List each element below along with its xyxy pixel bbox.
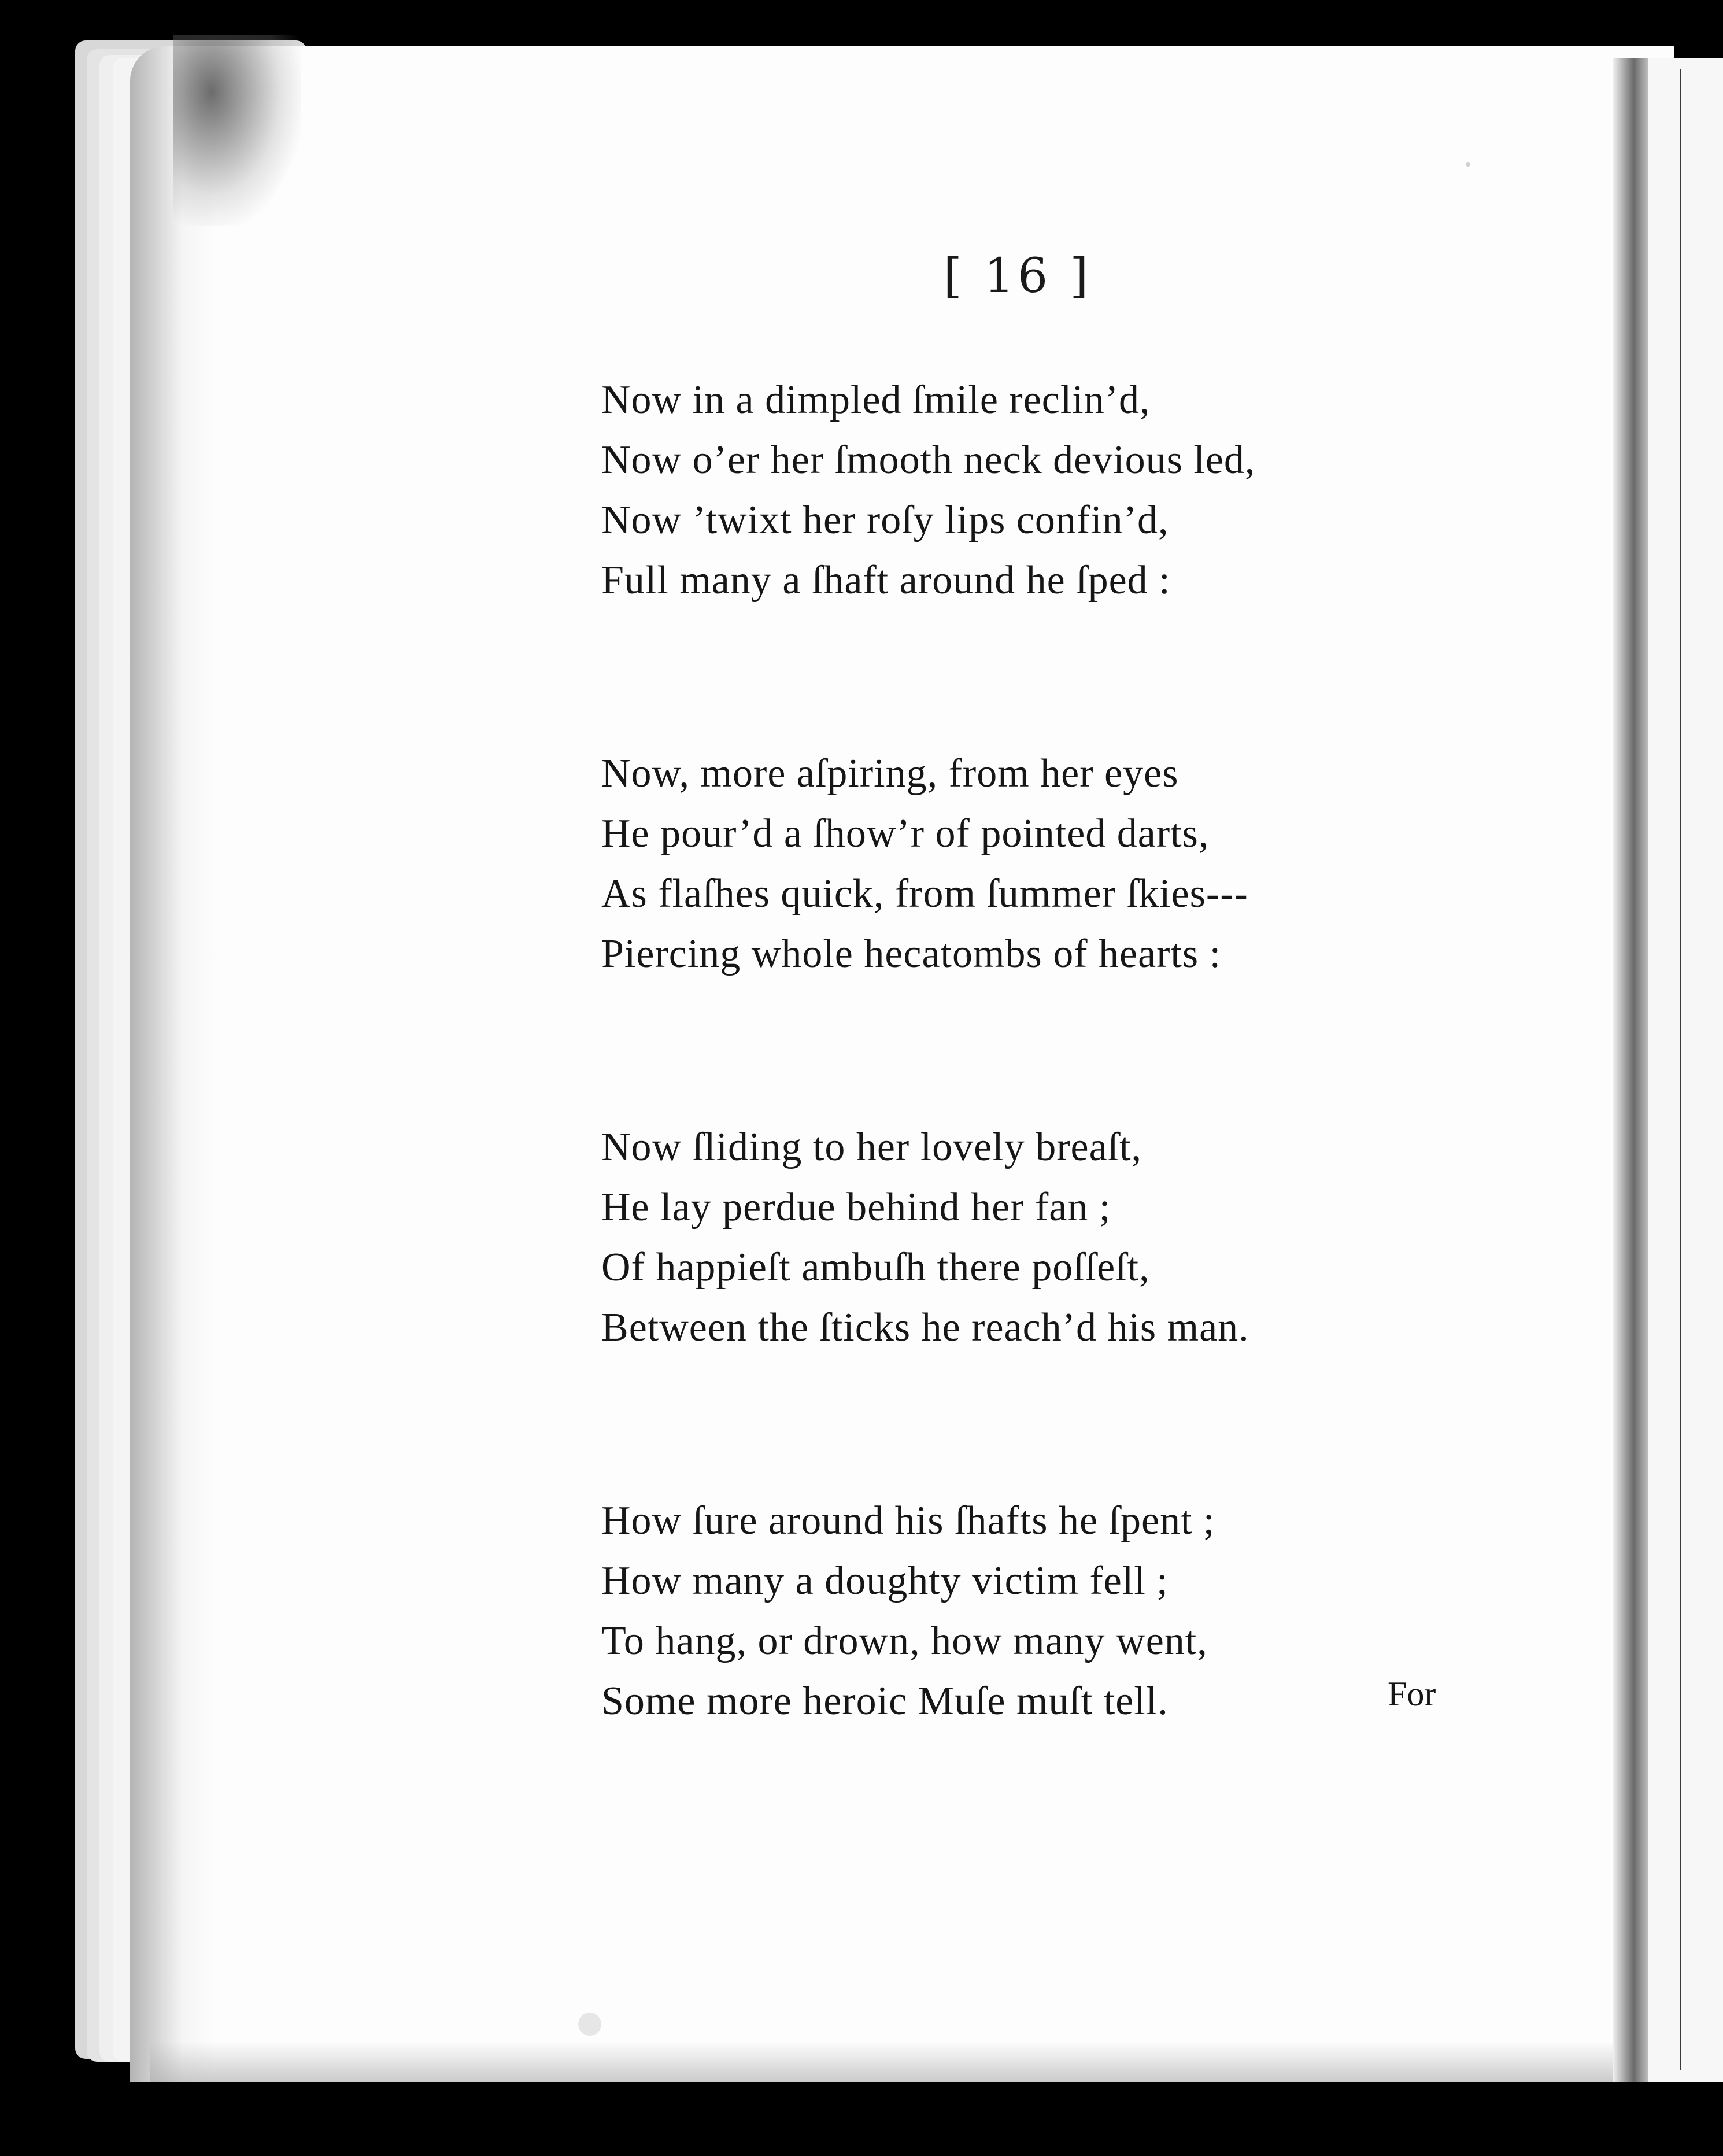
poem-line: As flaſhes quick, from ſummer ſkies--- xyxy=(601,872,1248,916)
poem-line: Some more heroic Muſe muſt tell. xyxy=(601,1679,1169,1723)
poem-line: Now o’er her ſmooth neck devious led, xyxy=(601,438,1256,482)
stanza xyxy=(601,1117,1584,1358)
poem-text xyxy=(601,370,1584,1865)
catchword: For xyxy=(1388,1675,1436,1713)
stanza xyxy=(601,1491,1584,1732)
poem-line: How many a doughty victim fell ; xyxy=(601,1559,1169,1603)
poem-line: Now in a dimpled ſmile reclin’d, xyxy=(601,378,1151,422)
adjacent-leaf xyxy=(1648,58,1723,2082)
poem-line: Piercing whole hecatombs of hearts : xyxy=(601,932,1222,976)
poem-line: Full many a ſhaft around he ſped : xyxy=(601,558,1171,603)
corner-smudge xyxy=(173,35,301,226)
binding-gutter xyxy=(1613,58,1648,2082)
poem-line: Of happieſt ambuſh there poſſeſt, xyxy=(601,1245,1150,1290)
stanza xyxy=(601,370,1584,611)
poem-line: Now ’twixt her roſy lips confin’d, xyxy=(601,498,1169,542)
poem-line: He lay perdue behind her fan ; xyxy=(601,1185,1111,1230)
poem-line: Between the ſticks he reach’d his man. xyxy=(601,1305,1249,1350)
bottom-edge-shadow xyxy=(150,2041,1619,2082)
poem-line: Now ſliding to her lovely breaſt, xyxy=(601,1125,1142,1169)
paper-speck xyxy=(578,2013,601,2036)
poem-line: To hang, or drown, how many went, xyxy=(601,1619,1208,1663)
adjacent-leaf-edge xyxy=(1680,69,1681,2070)
poem-line: He pour’d a ſhow’r of pointed darts, xyxy=(601,811,1210,856)
poem-line: Now, more aſpiring, from her eyes xyxy=(601,751,1179,796)
page-edge-shadow xyxy=(130,46,217,2082)
poem-line: How ſure around his ſhafts he ſpent ; xyxy=(601,1498,1215,1543)
page-number: [ 16 ] xyxy=(943,249,1092,304)
stanza xyxy=(601,744,1584,984)
paper-speck xyxy=(1466,162,1470,167)
